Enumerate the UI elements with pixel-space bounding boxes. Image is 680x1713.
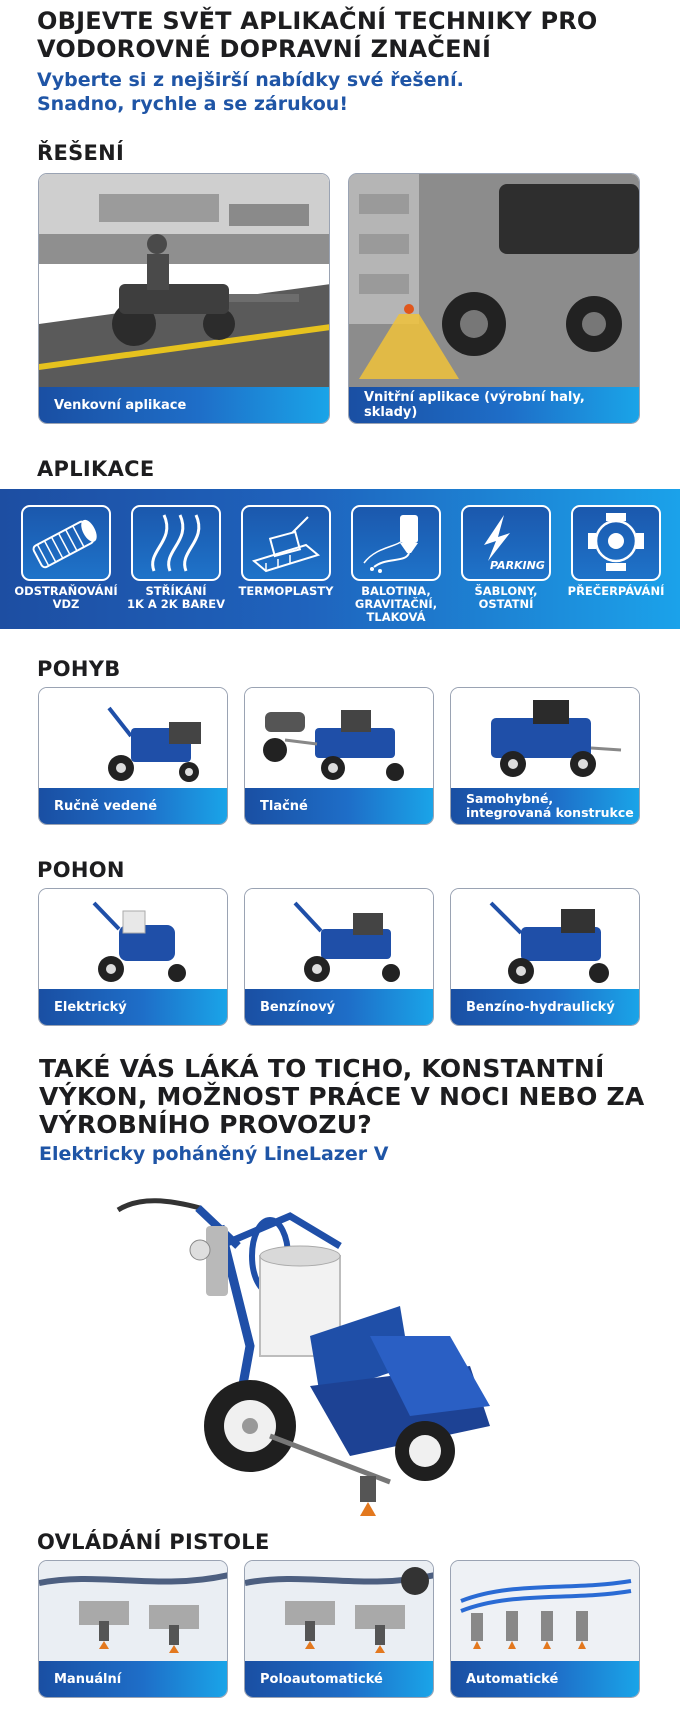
drive-card-petrol-hydraulic-label: Benzíno-hydraulický — [451, 989, 639, 1025]
drive-card-electric[interactable] — [38, 888, 228, 1026]
application-item-stencils[interactable] — [451, 505, 561, 611]
gun-control-card-manual[interactable] — [38, 1560, 228, 1698]
solution-card-outdoor-label: Venkovní aplikace — [39, 387, 329, 423]
outdoor-photo — [39, 174, 329, 387]
section-title-aplikace: APLIKACE — [37, 457, 155, 481]
roller-brush-icon — [21, 505, 111, 581]
manual-gun-image — [39, 1561, 227, 1661]
application-item-pumping[interactable] — [561, 505, 671, 598]
promo-title-line3: VÝROBNÍHO PROVOZU? — [39, 1110, 372, 1139]
application-label: ODSTRAŇOVÁNÍ VDZ — [14, 584, 118, 611]
section-title-pohon: POHON — [37, 858, 125, 882]
spray-lines-icon — [131, 505, 221, 581]
drive-card-petrol-label: Benzínový — [245, 989, 433, 1025]
movement-card-hand-label: Ručně vedené — [39, 788, 227, 824]
indoor-photo — [349, 174, 639, 387]
linelazer-v-machine-image — [110, 1186, 540, 1526]
solution-card-indoor-label: Vnitřní aplikace (výrobní haly, sklady) — [349, 387, 639, 423]
promo-title-line1: TAKÉ VÁS LÁKÁ TO TICHO, KONSTANTNÍ — [39, 1054, 605, 1083]
movement-card-self-propelled[interactable] — [450, 687, 640, 825]
gun-control-card-manual-label: Manuální — [39, 1661, 227, 1697]
electric-machine-image — [39, 889, 227, 989]
movement-card-self-propelled-label — [451, 788, 639, 824]
petrol-hydraulic-machine-image — [451, 889, 639, 989]
automatic-gun-image — [451, 1561, 639, 1661]
gun-control-card-semi-auto[interactable] — [244, 1560, 434, 1698]
bead-dispenser-icon — [351, 505, 441, 581]
drive-card-electric-label: Elektrický — [39, 989, 227, 1025]
hand-guided-machine-image — [39, 688, 227, 788]
section-title-reseni: ŘEŠENÍ — [37, 141, 125, 165]
application-item-beads[interactable] — [341, 505, 451, 624]
application-item-spraying[interactable] — [121, 505, 231, 611]
gun-control-card-automatic[interactable] — [450, 1560, 640, 1698]
movement-card-hand[interactable] — [38, 687, 228, 825]
semi-auto-gun-image — [245, 1561, 433, 1661]
solution-card-outdoor[interactable] — [38, 173, 330, 424]
gun-control-card-automatic-label: Automatické — [451, 1661, 639, 1697]
pump-icon — [571, 505, 661, 581]
solution-card-indoor[interactable] — [348, 173, 640, 424]
application-label: STŘÍKÁNÍ 1K A 2K BAREV — [126, 584, 225, 611]
applications-band — [0, 489, 680, 629]
page-subtitle-line1: Vyberte si z nejširší nabídky své řešení. — [37, 69, 464, 91]
page-subtitle-line2: Snadno, rychle a se zárukou! — [37, 93, 348, 115]
stencil-parking-icon — [461, 505, 551, 581]
self-propelled-label-text: Samohybné, integrovaná konstrukce — [466, 791, 634, 820]
movement-card-push-label: Tlačné — [245, 788, 433, 824]
section-title-pohyb: POHYB — [37, 657, 121, 681]
gun-control-card-semi-auto-label: Poloautomatické — [245, 1661, 433, 1697]
application-label: ŠABLONY, OSTATNÍ — [474, 584, 538, 611]
drive-card-petrol[interactable] — [244, 888, 434, 1026]
section-title-ovladani: OVLÁDÁNÍ PISTOLE — [37, 1530, 270, 1554]
page-title-line2: VODOROVNÉ DOPRAVNÍ ZNAČENÍ — [37, 35, 492, 63]
application-label: BALOTINA, GRAVITAČNÍ, TLAKOVÁ — [354, 584, 438, 624]
application-label: PŘEČERPÁVÁNÍ — [567, 584, 665, 598]
svg-text:PARKING: PARKING — [490, 559, 545, 572]
petrol-machine-image — [245, 889, 433, 989]
application-item-thermoplastics[interactable] — [231, 505, 341, 598]
thermoplastic-icon — [241, 505, 331, 581]
movement-card-push[interactable] — [244, 687, 434, 825]
push-machine-image — [245, 688, 433, 788]
promo-title-line2: VÝKON, MOŽNOST PRÁCE V NOCI NEBO ZA — [39, 1082, 645, 1111]
drive-card-petrol-hydraulic[interactable] — [450, 888, 640, 1026]
application-item-removal[interactable] — [11, 505, 121, 611]
page-title-line1: OBJEVTE SVĚT APLIKAČNÍ TECHNIKY PRO — [37, 7, 598, 35]
application-label: TERMOPLASTY — [238, 584, 334, 598]
promo-subtitle: Elektricky poháněný LineLazer V — [39, 1143, 389, 1165]
self-propelled-machine-image — [451, 688, 639, 788]
